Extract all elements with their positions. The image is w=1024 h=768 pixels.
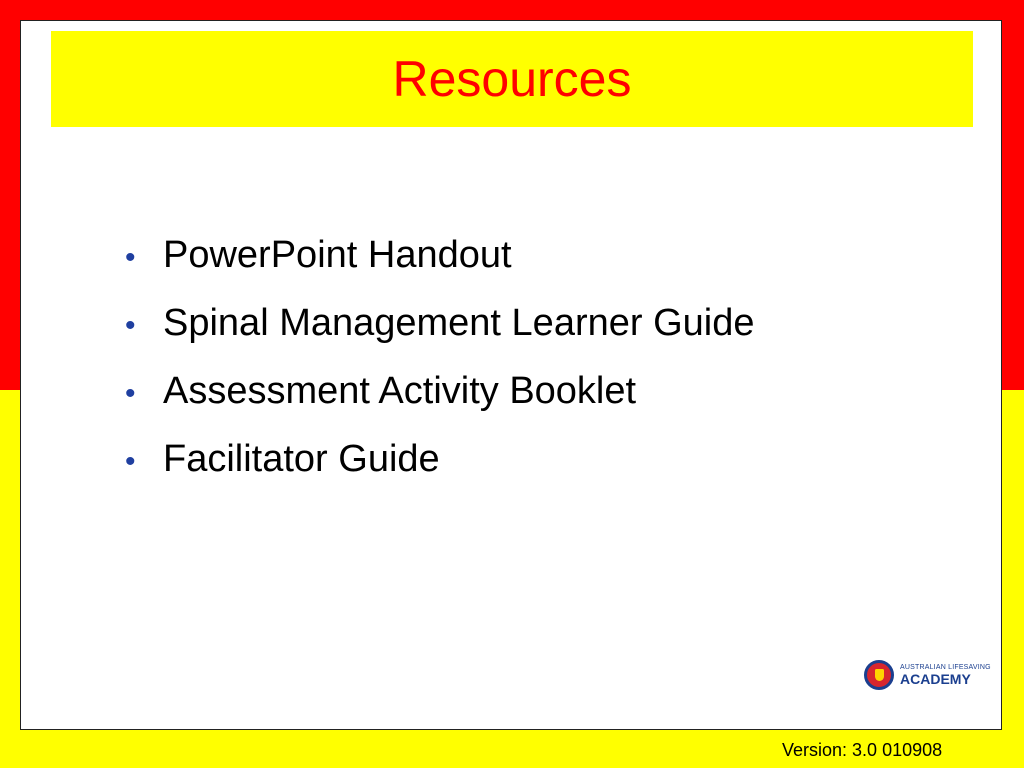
- bullet-item: [125, 302, 755, 370]
- bullet-text: PowerPoint Handout: [163, 234, 512, 276]
- logo-line1: AUSTRALIAN LIFESAVING: [900, 664, 991, 671]
- bullet-text: Assessment Activity Booklet: [163, 370, 637, 412]
- bullet-item: [125, 438, 755, 506]
- bullet-item: [125, 234, 755, 302]
- bullet-list: [125, 234, 755, 506]
- logo-line2: ACADEMY: [900, 671, 971, 687]
- title-bar: [51, 31, 973, 127]
- slide-title: Resources: [392, 51, 632, 107]
- content-panel: [20, 20, 1002, 730]
- lifesaving-emblem-icon: [864, 660, 894, 690]
- bullet-icon: •: [125, 445, 136, 478]
- bullet-item: [125, 370, 755, 438]
- academy-logo: [864, 660, 991, 690]
- bullet-text: Facilitator Guide: [163, 438, 440, 480]
- logo-wordmark: [900, 664, 991, 686]
- bullet-icon: •: [125, 377, 136, 410]
- bullet-icon: •: [125, 309, 136, 342]
- version-label: Version: 3.0 010908: [782, 740, 943, 760]
- bullet-icon: •: [125, 241, 136, 274]
- bullet-text: Spinal Management Learner Guide: [163, 302, 755, 344]
